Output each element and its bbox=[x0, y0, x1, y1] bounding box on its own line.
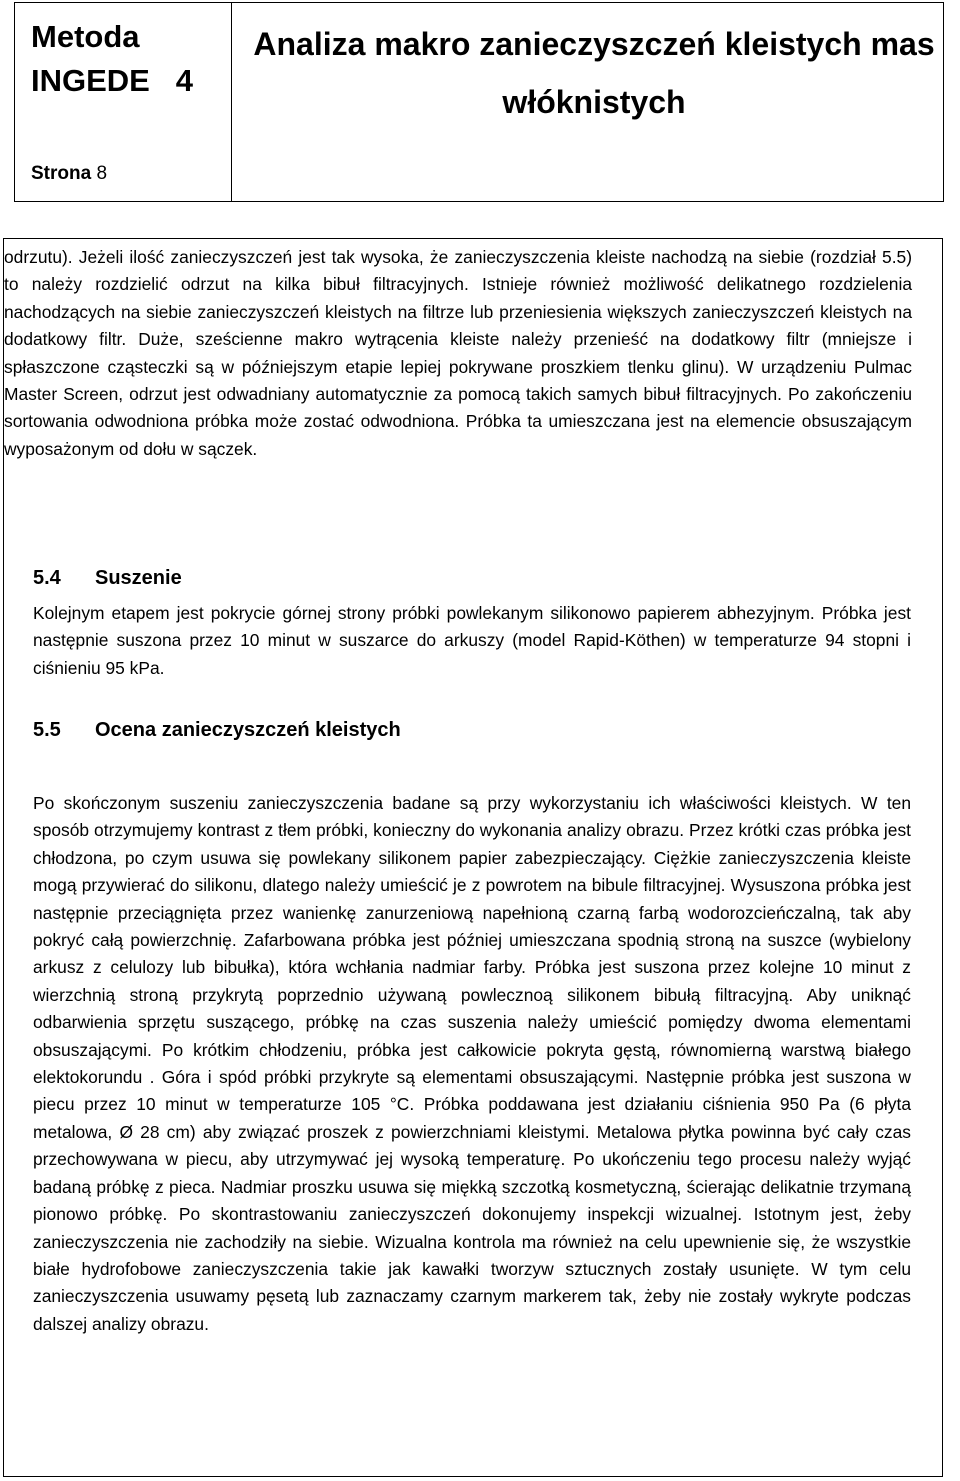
header-divider bbox=[231, 3, 232, 201]
section-title: Suszenie bbox=[95, 567, 182, 589]
document-title: Analiza makro zanieczyszczeń kleistych mas włóknistych bbox=[253, 26, 935, 120]
section-paragraph-drying: Kolejnym etapem jest pokrycie górnej strony próbki powlekanym silikonowo papierem abhezyjnym. Próbka jest następnie suszona przez 10 minut w suszarce do arkuszy (model Rapid-Köthen) w temperaturze 94 stopni i ciśnieniu 95 kPa. bbox=[33, 603, 911, 678]
page-label: Strona bbox=[31, 163, 92, 184]
page-number: 8 bbox=[96, 163, 108, 184]
intro-paragraph: odrzutu). Jeżeli ilość zanieczyszczeń jest tak wysoka, że zanieczyszczenia kleiste nachodzą na siebie (rozdział 5.5) to należy rozdzielić odrzut na kilka bibuł filtracyjnych. Istnieje również możliwość delikatnego rozdzielenia nachodzących na siebie zanieczyszczeń kleistych na filtrze lub przeniesienia większych zanieczyszczeń kleistych na dodatkowy filtr. Duże, sześcienne makro wytrącenia kleiste należy przenieść na dodatkowy filtr (mniejsze i spłaszczone cząsteczki są w późniejszym etapie lepiej pokrywane proszkiem tlenku glinu). W urządzeniu Pulmac Master Screen, odrzut jest odwadniany automatycznie za pomocą takich samych bibuł filtracyjnych. Po zakończeniu sortowania odwodniona próbka może zostać odwodniona. Próbka ta umieszczana jest na elemencie obsuszającym wyposażonym od dołu w sączek. bbox=[4, 247, 912, 459]
section-heading-drying bbox=[33, 564, 182, 592]
page-header bbox=[14, 2, 944, 202]
section-heading-evaluation bbox=[33, 716, 401, 744]
method-id bbox=[31, 15, 193, 103]
method-number: 4 bbox=[175, 63, 193, 98]
section-number: 5.4 bbox=[33, 567, 61, 589]
section-number: 5.5 bbox=[33, 719, 61, 741]
section-title: Ocena zanieczyszczeń kleistych bbox=[95, 719, 401, 741]
page-indicator bbox=[31, 161, 107, 187]
section-paragraph-evaluation: Po skończonym suszeniu zanieczyszczenia badane są przy wykorzystaniu ich właściwości kleistych. W ten sposób otrzymujemy kontrast z tłem próbki, konieczny do wykonania analizy obrazu. Przez krótki czas próbka jest chłodzona, po czym usuwa się powlekany silikonem papier zabezpieczający. Ciężkie zanieczyszczenia kleiste mogą przywierać do silikonu, dlatego należy umieścić je z powrotem na bibule filtracyjnej. Wysuszona próbka jest następnie przeciągnięta przez wanienkę zanurzeniową napełnioną czarną farbą wodorozcieńczalną, tak aby pokryć całą powierzchnię. Zafarbowana próbka jest później umieszczana spodnią stroną na suszce (wybielony arkusz z celulozy lub bibułka), która wchłania nadmiar farby. Próbka jest suszona przez kolejne 10 minut z wierzchnią stroną przykrytą poprzednio używaną powlecznoą silikonem bibułą filtracyjną. Aby uniknąć odbarwienia sprzętu suszącego, próbkę na czas suszenia należy umieścić pomiędzy dwoma elementami obsuszającymi. Po krótkim chłodzeniu, próbka jest całkowicie pokryta gęstą, równomierną warstwą białego elektokorundu . Góra i spód próbki przykryte są elementami obsuszającymi. Następnie próbka jest suszona w piecu przez 10 minut w temperaturze 105 °C. Próbka poddawana jest działaniu ciśnienia 950 Pa (6 płyta metalowa, Ø 28 cm) aby związać proszek z powierzchniami kleistymi. Metalowa płytka powinna być cały czas przechowywana w piecu, aby utrzymywać jej wysoką temperaturę. Po ukończeniu tego procesu należy wyjąć badaną próbkę z pieca. Nadmiar proszku usuwa się miękką szczotką kosmetyczną, ścierając delikatnie trzymaną pionowo próbkę. Po skontrastowaniu zanieczyszczeń dokonujemy inspekcji wizualnej. Istotnym jest, żeby zanieczyszczenia nie zachodziły na siebie. Wizualna kontrola ma również na celu upewnienie się, że wszystkie białe hydrofobowe zanieczyszczenia takie jak kawałki tworzyw sztucznych zostały usunięte. W tym celu zanieczyszczenia usuwamy pęsetą lub zaznaczamy czarnym markerem tak, żeby nie zostały wykryte podczas dalszej analizy obrazu. bbox=[33, 793, 911, 1334]
method-line2: INGEDE bbox=[31, 63, 150, 98]
method-line1: Metoda bbox=[31, 19, 140, 54]
